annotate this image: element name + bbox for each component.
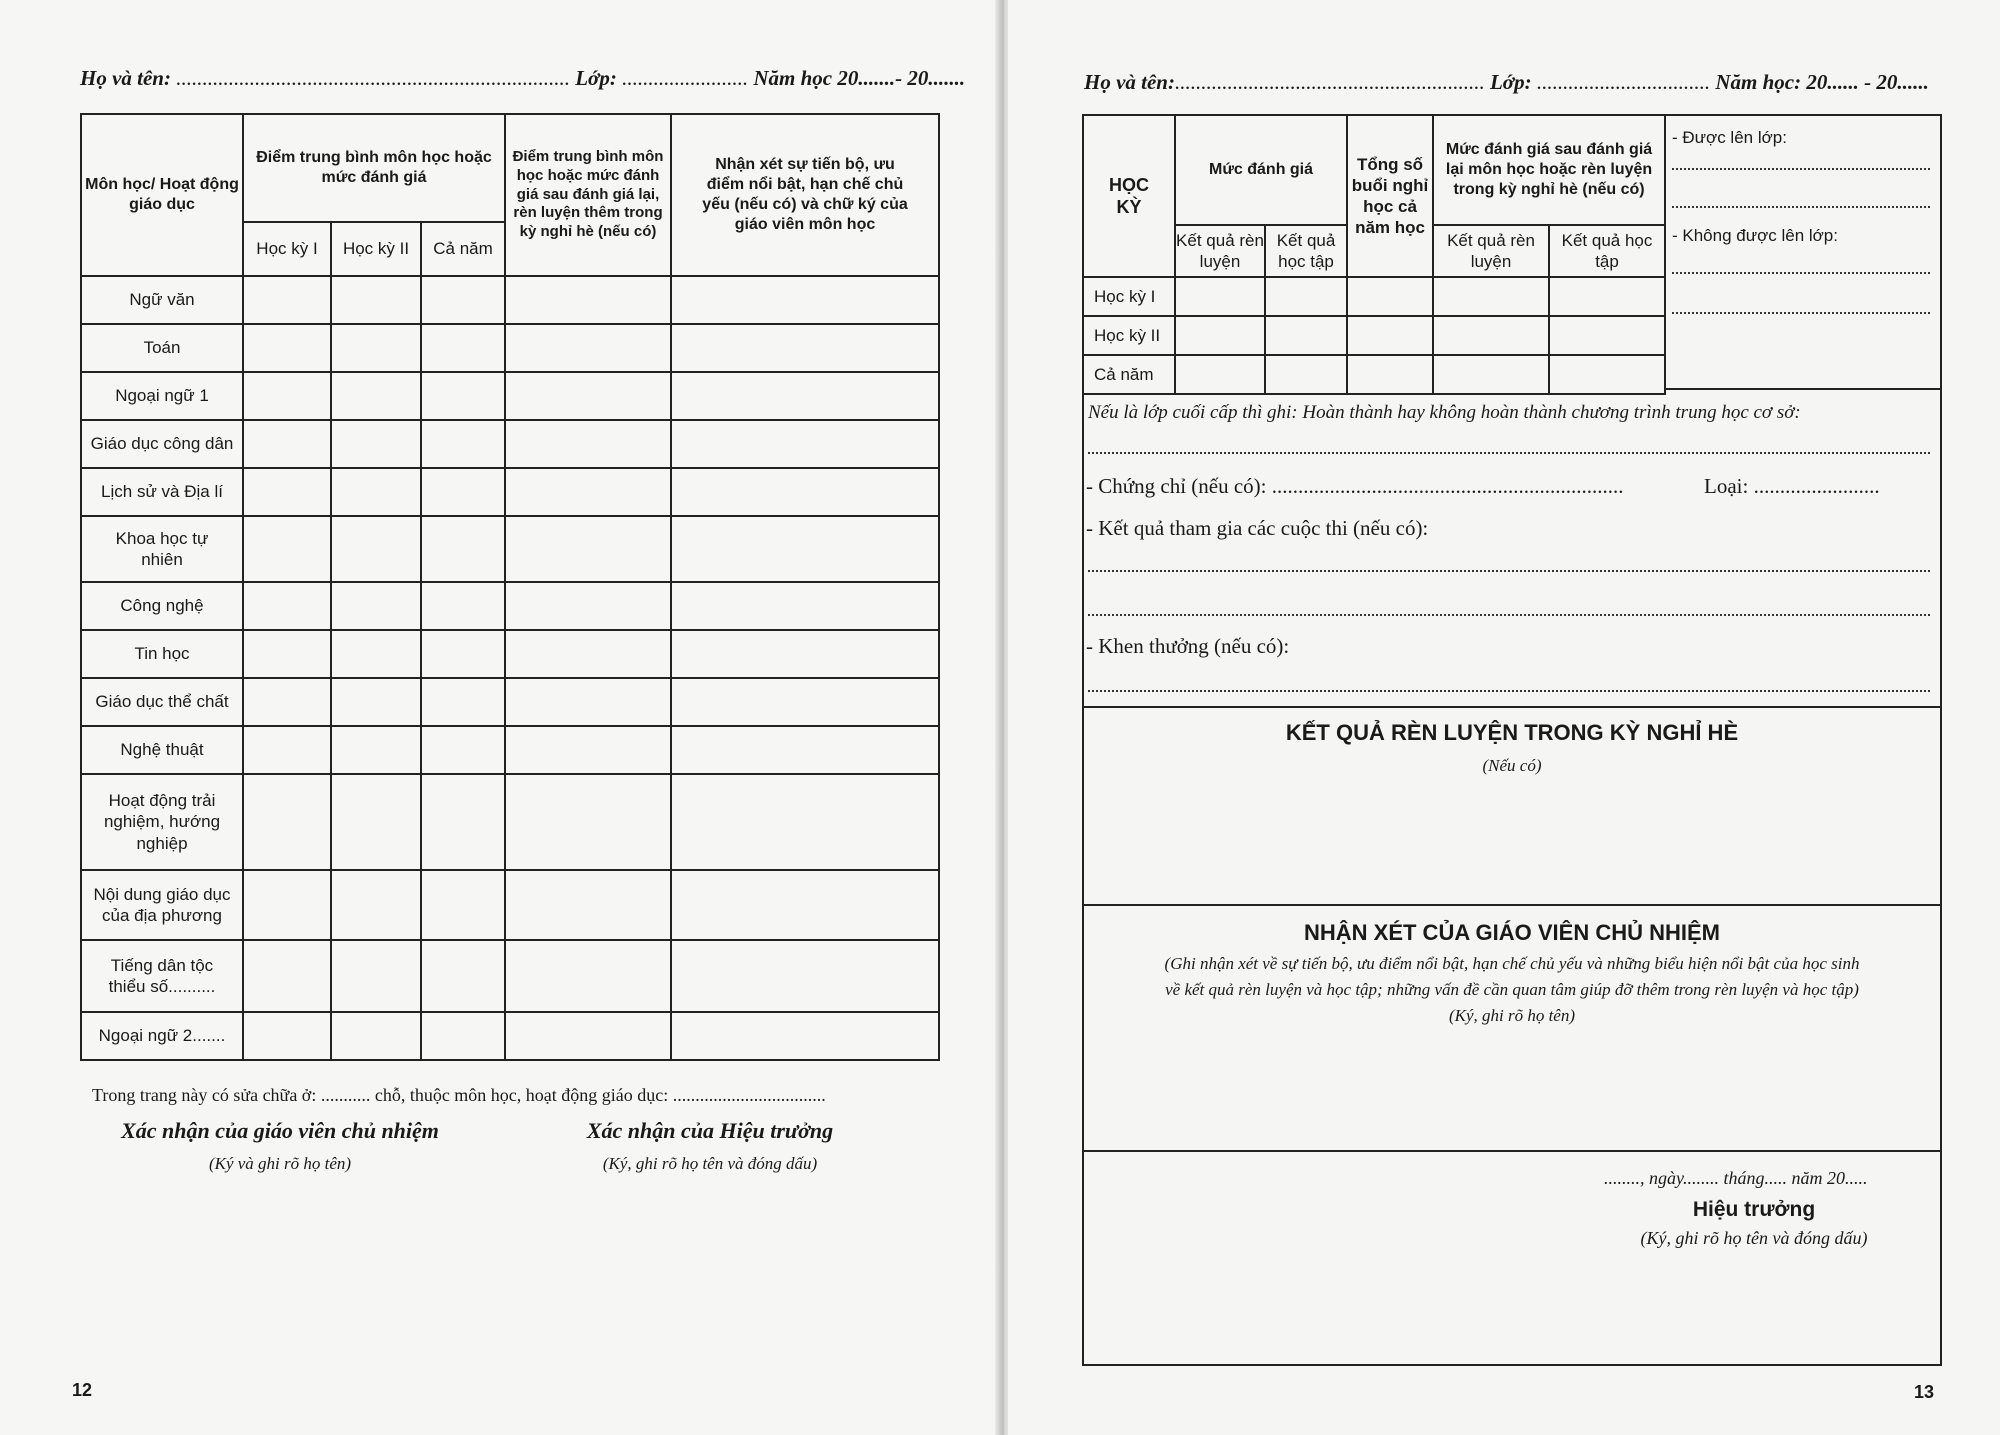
subject-label: Ngoại ngữ 2....... <box>81 1012 243 1060</box>
grade-cell[interactable] <box>331 324 421 372</box>
result-cell[interactable] <box>1347 316 1433 355</box>
comment-cell[interactable] <box>671 774 939 870</box>
grade-cell[interactable] <box>421 276 505 324</box>
comment-cell[interactable] <box>671 420 939 468</box>
final-class-dots[interactable] <box>1088 452 1930 454</box>
result-cell[interactable] <box>1347 355 1433 394</box>
page-number: 12 <box>72 1380 93 1400</box>
table-row <box>81 630 939 678</box>
name-row <box>1084 70 1929 95</box>
grade-cell[interactable] <box>421 420 505 468</box>
comment-cell[interactable] <box>671 630 939 678</box>
col-average: Điểm trung bình môn học hoặc mức đánh giá <box>243 114 505 222</box>
grade-cell[interactable] <box>243 516 331 582</box>
col-term-1: Học kỳ I <box>243 222 331 276</box>
subject-label: Giáo dục công dân <box>81 420 243 468</box>
comment-cell[interactable] <box>671 582 939 630</box>
grade-cell[interactable] <box>421 516 505 582</box>
homeroom-note-line-1: (Ghi nhận xét về sự tiến bộ, ưu điểm nổi bật, hạn chế chủ yếu và những biểu hiện nổi bật của học sinh <box>1164 954 1860 973</box>
comment-cell[interactable] <box>671 324 939 372</box>
grade-cell[interactable] <box>331 1012 421 1060</box>
grade-cell[interactable] <box>505 630 671 678</box>
summer-note: (Nếu có) <box>1482 756 1542 775</box>
grade-cell[interactable] <box>421 372 505 420</box>
class-label: Lớp: <box>575 66 617 90</box>
grade-cell[interactable] <box>505 468 671 516</box>
subject-label: Ngoại ngữ 1 <box>81 372 243 420</box>
page-number: 13 <box>1914 1382 1935 1402</box>
result-cell[interactable] <box>1433 277 1549 316</box>
table-row <box>81 324 939 372</box>
table-row <box>81 582 939 630</box>
col-comment: Nhận xét sự tiến bộ, ưu điểm nổi bật, hạn chế chủ yếu (nếu có) và chữ ký của giáo viên môn học <box>671 114 939 276</box>
grade-cell[interactable] <box>331 940 421 1012</box>
subject-label: Khoa học tự nhiên <box>81 516 243 582</box>
corrections-note: Trong trang này có sửa chữa ở: ........... chỗ, thuộc môn học, hoạt động giáo dục: .................................. <box>92 1085 826 1105</box>
grade-cell[interactable] <box>243 1012 331 1060</box>
table-row <box>81 1012 939 1060</box>
comment-cell[interactable] <box>671 468 939 516</box>
grade-cell[interactable] <box>243 276 331 324</box>
result-cell[interactable] <box>1433 316 1549 355</box>
grade-cell[interactable] <box>421 774 505 870</box>
col-after-conduct: Kết quả rèn luyện <box>1433 225 1549 277</box>
table-row <box>81 420 939 468</box>
grade-cell[interactable] <box>331 276 421 324</box>
homeroom-confirm-title: Xác nhận của giáo viên chủ nhiệm <box>121 1118 439 1143</box>
grade-cell[interactable] <box>243 324 331 372</box>
grade-cell[interactable] <box>331 582 421 630</box>
homeroom-note-line-2: về kết quả rèn luyện và học tập; những vấn đề cần quan tâm giúp đỡ thêm trong rèn luyện và học tập) <box>1165 980 1859 999</box>
school-year-label: Năm học: 20...... - 20...... <box>1715 70 1929 94</box>
grade-cell[interactable] <box>331 678 421 726</box>
col-after-retest: Mức đánh giá sau đánh giá lại môn học hoặc rèn luyện trong kỳ nghỉ hè (nếu có) <box>1433 115 1665 225</box>
table-row <box>81 774 939 870</box>
term-label: Học kỳ II <box>1083 316 1175 355</box>
grade-cell[interactable] <box>243 372 331 420</box>
result-cell[interactable] <box>1347 277 1433 316</box>
comment-cell[interactable] <box>671 870 939 940</box>
class-dots[interactable]: ................................. <box>1536 70 1711 94</box>
promoted-label: - Được lên lớp: <box>1672 128 1787 147</box>
subject-label: Nghệ thuật <box>81 726 243 774</box>
promoted-dots[interactable] <box>1672 168 1930 170</box>
subject-label: Toán <box>81 324 243 372</box>
principal-title: Hiệu trưởng <box>1692 1198 1816 1221</box>
col-term-2: Học kỳ II <box>331 222 421 276</box>
col-conduct: Kết quả rèn luyện <box>1175 225 1265 277</box>
result-cell[interactable] <box>1175 316 1265 355</box>
grade-cell[interactable] <box>243 630 331 678</box>
result-cell[interactable] <box>1549 277 1665 316</box>
col-absent: Tổng số buổi nghỉ học cả năm học <box>1347 115 1433 277</box>
contests-dots[interactable] <box>1088 614 1930 616</box>
homeroom-confirm-note: (Ký và ghi rõ họ tên) <box>208 1154 352 1173</box>
principal-confirm-title: Xác nhận của Hiệu trưởng <box>586 1118 834 1143</box>
grade-cell[interactable] <box>331 870 421 940</box>
name-label: Họ và tên: <box>1084 70 1175 94</box>
awards-label: - Khen thưởng (nếu có): <box>1086 634 1290 658</box>
grade-cell[interactable] <box>243 468 331 516</box>
subject-label: Lịch sử và Địa lí <box>81 468 243 516</box>
grade-cell[interactable] <box>421 630 505 678</box>
contests-dots[interactable] <box>1088 570 1930 572</box>
principal-confirm-note: (Ký, ghi rõ họ tên và đóng dấu) <box>602 1154 818 1173</box>
table-row <box>81 372 939 420</box>
result-cell[interactable] <box>1175 355 1265 394</box>
grade-cell[interactable] <box>505 372 671 420</box>
class-label: Lớp: <box>1489 70 1532 94</box>
class-dots[interactable]: ........................ <box>622 66 749 90</box>
subject-label: Tin học <box>81 630 243 678</box>
result-cell[interactable] <box>1433 355 1549 394</box>
term-label: Cả năm <box>1083 355 1175 394</box>
col-full-year: Cả năm <box>421 222 505 276</box>
grade-cell[interactable] <box>505 940 671 1012</box>
not-promoted-dots[interactable] <box>1672 272 1930 274</box>
grade-cell[interactable] <box>243 726 331 774</box>
grade-cell[interactable] <box>331 774 421 870</box>
table-row <box>81 468 939 516</box>
grade-cell[interactable] <box>505 726 671 774</box>
grade-cell[interactable] <box>505 420 671 468</box>
result-cell[interactable] <box>1265 355 1347 394</box>
principal-note: (Ký, ghi rõ họ tên và đóng dấu) <box>1640 1228 1868 1248</box>
homeroom-title: NHẬN XÉT CỦA GIÁO VIÊN CHỦ NHIỆM <box>1304 920 1720 945</box>
grade-cell[interactable] <box>331 468 421 516</box>
term-label: Học kỳ I <box>1083 277 1175 316</box>
homeroom-sign-note: (Ký, ghi rõ họ tên) <box>1448 1006 1576 1025</box>
grade-cell[interactable] <box>243 678 331 726</box>
certificate-label[interactable]: - Chứng chỉ (nếu có): ................................................................... <box>1086 474 1624 498</box>
contests-label: - Kết quả tham gia các cuộc thi (nếu có): <box>1086 516 1429 540</box>
subject-label: Ngữ văn <box>81 276 243 324</box>
table-row <box>1083 277 1665 316</box>
grade-cell[interactable] <box>505 774 671 870</box>
subject-label: Tiếng dân tộc thiểu số.......... <box>81 940 243 1012</box>
grade-cell[interactable] <box>331 630 421 678</box>
result-cell[interactable] <box>1265 277 1347 316</box>
grade-cell[interactable] <box>243 870 331 940</box>
table-row <box>81 726 939 774</box>
grade-cell[interactable] <box>421 468 505 516</box>
name-label: Họ và tên: <box>80 66 171 90</box>
subject-label: Nội dung giáo dục của địa phương <box>81 870 243 940</box>
not-promoted-dots[interactable] <box>1672 312 1930 314</box>
grade-cell[interactable] <box>505 870 671 940</box>
table-row <box>81 870 939 940</box>
grade-cell[interactable] <box>331 420 421 468</box>
comment-cell[interactable] <box>671 372 939 420</box>
table-row <box>1083 355 1665 394</box>
grade-cell[interactable] <box>505 324 671 372</box>
comment-cell[interactable] <box>671 276 939 324</box>
grade-cell[interactable] <box>243 420 331 468</box>
grade-cell[interactable] <box>505 582 671 630</box>
final-class-note: Nếu là lớp cuối cấp thì ghi: Hoàn thành hay không hoàn thành chương trình trung học cơ sở: <box>1088 402 1801 423</box>
comment-cell[interactable] <box>671 726 939 774</box>
grade-cell[interactable] <box>421 324 505 372</box>
comment-cell[interactable] <box>671 1012 939 1060</box>
promoted-dots[interactable] <box>1672 206 1930 208</box>
subject-label: Hoạt động trải nghiệm, hướng nghiệp <box>81 774 243 870</box>
grade-cell[interactable] <box>421 726 505 774</box>
subject-grade-table <box>80 113 940 1061</box>
grade-cell[interactable] <box>505 678 671 726</box>
result-cell[interactable] <box>1549 355 1665 394</box>
comment-cell[interactable] <box>671 678 939 726</box>
term-result-table <box>1082 114 1666 395</box>
name-dots[interactable]: ........................................................... <box>1174 70 1485 94</box>
grade-cell[interactable] <box>505 276 671 324</box>
table-row <box>81 516 939 582</box>
grade-cell[interactable] <box>505 1012 671 1060</box>
grade-cell[interactable] <box>331 372 421 420</box>
grade-cell[interactable] <box>505 516 671 582</box>
grade-cell[interactable] <box>243 774 331 870</box>
grade-cell[interactable] <box>243 940 331 1012</box>
result-cell[interactable] <box>1265 316 1347 355</box>
table-row <box>81 940 939 1012</box>
col-term: HỌC KỲ <box>1083 115 1175 277</box>
grade-cell[interactable] <box>331 516 421 582</box>
name-dots[interactable]: ........................................................................... <box>176 66 570 90</box>
awards-dots[interactable] <box>1088 690 1930 692</box>
col-level: Mức đánh giá <box>1175 115 1347 225</box>
comment-cell[interactable] <box>671 940 939 1012</box>
grade-cell[interactable] <box>421 1012 505 1060</box>
name-row <box>80 66 965 91</box>
table-row <box>81 678 939 726</box>
grade-cell[interactable] <box>421 582 505 630</box>
grade-cell[interactable] <box>243 582 331 630</box>
grade-cell[interactable] <box>421 940 505 1012</box>
subject-label: Công nghệ <box>81 582 243 630</box>
grade-cell[interactable] <box>421 870 505 940</box>
col-study: Kết quả học tập <box>1265 225 1347 277</box>
col-subject: Môn học/ Hoạt động giáo dục <box>81 114 243 276</box>
comment-cell[interactable] <box>671 516 939 582</box>
date-line[interactable]: ........, ngày........ tháng..... năm 20..... <box>1604 1168 1868 1188</box>
not-promoted-label: - Không được lên lớp: <box>1672 226 1838 245</box>
result-cell[interactable] <box>1175 277 1265 316</box>
table-row <box>1083 316 1665 355</box>
grade-cell[interactable] <box>421 678 505 726</box>
school-year-label: Năm học 20.......- 20....... <box>753 66 966 90</box>
box-divider <box>1664 388 1942 390</box>
table-row <box>81 276 939 324</box>
grade-cell[interactable] <box>331 726 421 774</box>
certificate-type-label[interactable]: Loại: ........................ <box>1704 474 1880 498</box>
col-retest: Điểm trung bình môn học hoặc mức đánh giá sau đánh giá lại, rèn luyện thêm trong kỳ nghỉ hè (nếu có) <box>505 114 671 276</box>
subject-label: Giáo dục thể chất <box>81 678 243 726</box>
col-after-study: Kết quả học tập <box>1549 225 1665 277</box>
result-cell[interactable] <box>1549 316 1665 355</box>
right-page <box>1008 0 2000 1435</box>
summer-title: KẾT QUẢ RÈN LUYỆN TRONG KỲ NGHỈ HÈ <box>1285 720 1739 745</box>
